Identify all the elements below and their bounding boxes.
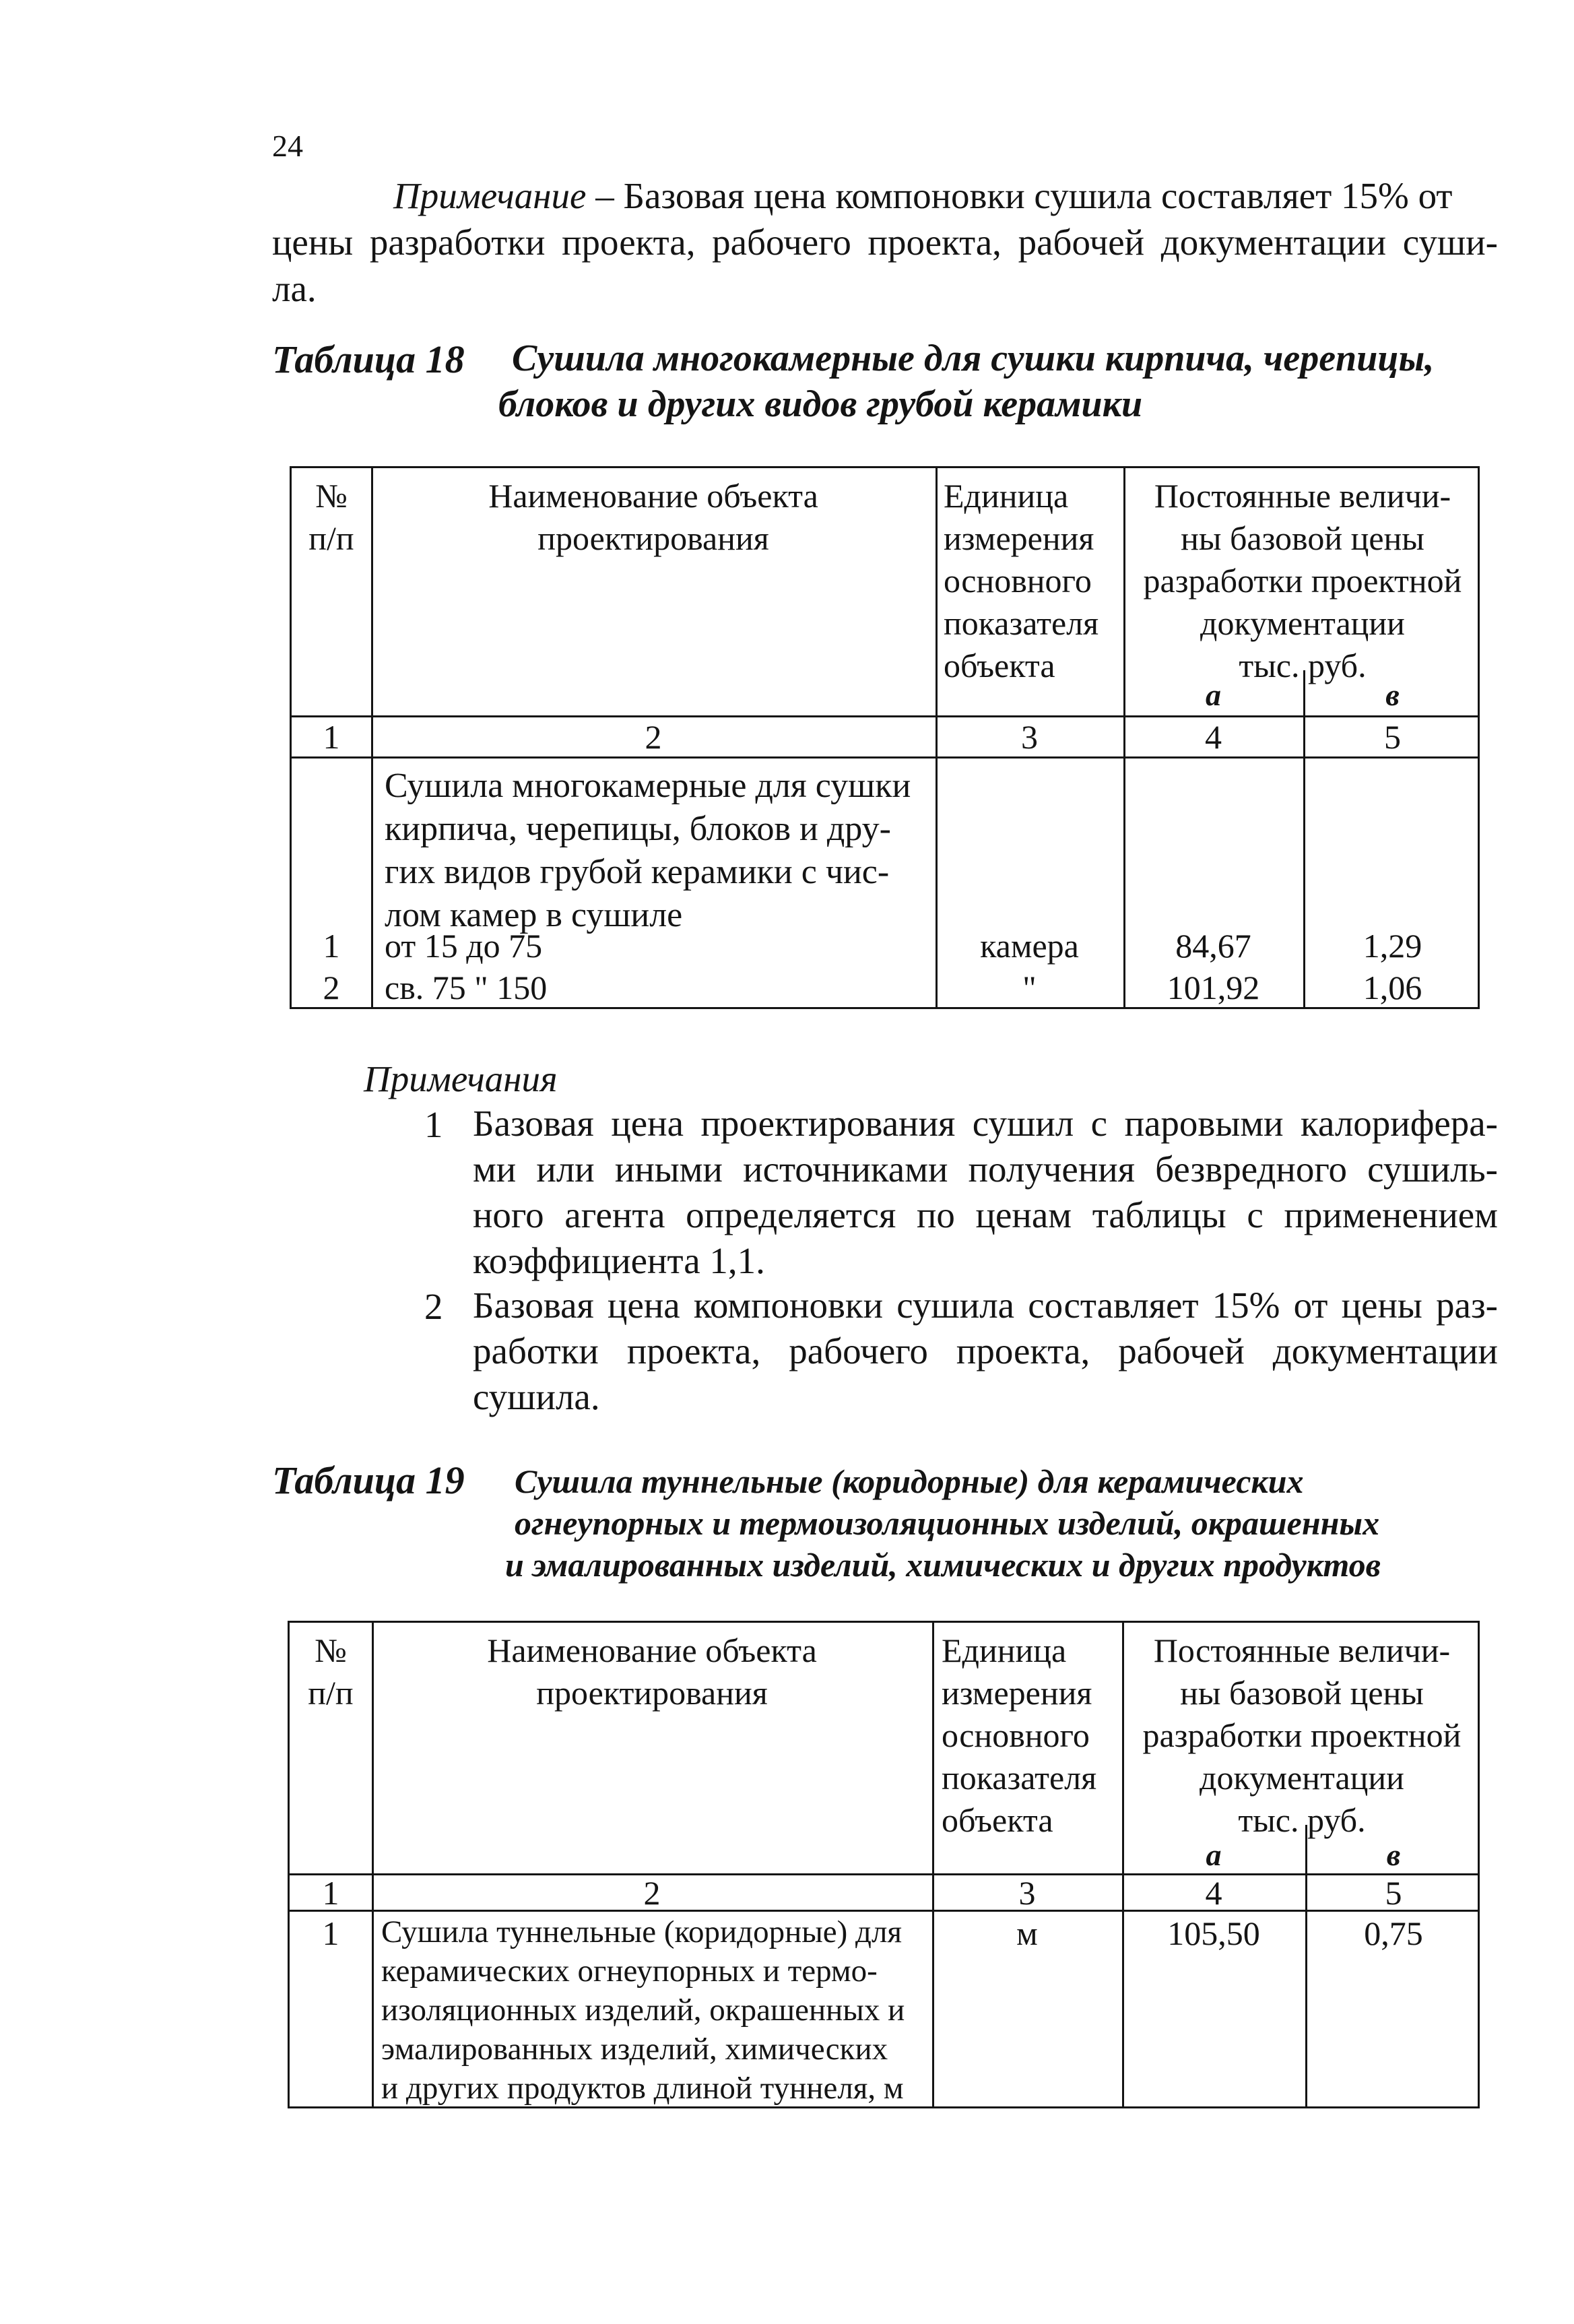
header-text: показателя bbox=[942, 1759, 1097, 1797]
table19-header-num bbox=[290, 1629, 372, 1714]
header-text: документации bbox=[1200, 604, 1405, 642]
top-note-line-1: – Базовая цена компоновки сушила составляет 15% от bbox=[586, 175, 1453, 216]
note-1-number: 1 bbox=[424, 1104, 443, 1145]
row-b: 1,29 bbox=[1363, 927, 1422, 965]
table18-title-line-2: блоков и других видов грубой керамики bbox=[498, 383, 1143, 425]
header-text: разработки проектной bbox=[1142, 1716, 1462, 1754]
row-b: 0,75 bbox=[1364, 1914, 1423, 1952]
top-note-line-2: цены разработки проекта, рабочего проекта, рабочей документации суши- bbox=[272, 222, 1498, 263]
top-note-label: Примечание bbox=[393, 175, 587, 216]
table18-header-name bbox=[371, 475, 936, 560]
header-text: Наименование объекта bbox=[487, 1632, 817, 1669]
header-text: № bbox=[315, 477, 348, 515]
note-1-text bbox=[473, 1101, 1498, 1284]
header-text: основного bbox=[944, 562, 1092, 600]
header-text: ны базовой цены bbox=[1180, 1674, 1424, 1712]
row-name-line: Сушила туннельные (коридорные) для bbox=[381, 1914, 903, 1949]
header-text: разработки проектной bbox=[1143, 562, 1462, 600]
header-text: тыс. руб. bbox=[1238, 1801, 1366, 1839]
table19-header-name bbox=[372, 1629, 932, 1714]
row-name-line: изоляционных изделий, окрашенных и bbox=[381, 1993, 905, 2028]
row-name-line: эмалированных изделий, химических bbox=[381, 2032, 888, 2067]
row-num: 1 bbox=[323, 927, 340, 965]
header-text: документации bbox=[1200, 1759, 1404, 1797]
row-b: 1,06 bbox=[1363, 969, 1422, 1006]
header-text: Единица bbox=[944, 477, 1069, 515]
table19-header-price bbox=[1122, 1629, 1482, 1842]
table19-sub-a: а bbox=[1206, 1838, 1222, 1872]
table19-colnum-1: 1 bbox=[322, 1874, 339, 1912]
note-line: ного агента определяется по ценам таблицы с применением bbox=[473, 1194, 1498, 1235]
header-text: проектирования bbox=[537, 519, 769, 557]
table19-colnum-4: 4 bbox=[1205, 1874, 1222, 1912]
header-text: объекта bbox=[944, 647, 1055, 684]
header-text: Единица bbox=[942, 1632, 1067, 1669]
table18-header-price bbox=[1123, 475, 1482, 687]
row-unit: " bbox=[1022, 969, 1037, 1006]
table19-header-unit bbox=[942, 1629, 1096, 1842]
table18-label: Таблица 18 bbox=[272, 337, 465, 381]
row-name: св. 75 " 150 bbox=[385, 969, 548, 1006]
table19-colnum-5: 5 bbox=[1385, 1874, 1402, 1912]
table18-colnum-4: 4 bbox=[1205, 718, 1222, 756]
group-line: Сушила многокамерные для сушки bbox=[385, 767, 911, 805]
table18-title-line-1: Сушила многокамерные для сушки кирпича, черепицы, bbox=[512, 337, 1435, 379]
table19 bbox=[288, 1621, 1480, 2108]
row-unit: м bbox=[1016, 1914, 1038, 1952]
note-line: коэффициента 1,1. bbox=[473, 1240, 765, 1281]
table18-colnum-1: 1 bbox=[323, 718, 340, 756]
header-text: Постоянные величи- bbox=[1154, 477, 1451, 515]
header-text: ны базовой цены bbox=[1181, 519, 1424, 557]
table18-colnum-2: 2 bbox=[645, 718, 662, 756]
header-text: Постоянные величи- bbox=[1153, 1632, 1451, 1669]
note-2-number: 2 bbox=[424, 1286, 443, 1327]
row-a: 105,50 bbox=[1167, 1914, 1260, 1952]
row-num: 1 bbox=[322, 1914, 339, 1952]
table19-title bbox=[505, 1460, 1381, 1586]
group-line: лом камер в сушиле bbox=[385, 896, 683, 934]
header-text: тыс. руб. bbox=[1239, 647, 1367, 684]
table18 bbox=[290, 466, 1480, 1009]
row-a: 101,92 bbox=[1167, 969, 1260, 1006]
table19-title-line-1: Сушила туннельные (коридорные) для керамических bbox=[515, 1462, 1304, 1500]
table18-colnum-5: 5 bbox=[1384, 718, 1401, 756]
table18-group-text bbox=[385, 765, 911, 937]
table18-header-unit bbox=[944, 475, 1098, 687]
row-num: 2 bbox=[323, 969, 340, 1006]
note-2-text bbox=[473, 1283, 1498, 1420]
table18-colnum-3: 3 bbox=[1021, 718, 1038, 756]
header-text: Наименование объекта bbox=[488, 477, 818, 515]
table19-colnum-2: 2 bbox=[643, 1874, 661, 1912]
group-line: гих видов грубой керамики с чис- bbox=[385, 853, 890, 891]
row-name-line: керамических огнеупорных и термо- bbox=[381, 1954, 878, 1989]
table18-title bbox=[498, 335, 1435, 427]
header-text: измерения bbox=[942, 1674, 1092, 1712]
table19-sub-b: в bbox=[1386, 1838, 1401, 1872]
header-text: № bbox=[315, 1632, 347, 1669]
page-number: 24 bbox=[272, 129, 303, 163]
table18-sub-a: а bbox=[1206, 678, 1221, 712]
header-text: основного bbox=[942, 1716, 1090, 1754]
header-text: показателя bbox=[944, 604, 1099, 642]
notes-heading: Примечания bbox=[364, 1058, 558, 1099]
note-line: сушила. bbox=[473, 1376, 600, 1417]
top-note bbox=[272, 172, 1498, 312]
row-name-line: и других продуктов длиной туннеля, м bbox=[381, 2071, 904, 2106]
header-text: п/п bbox=[308, 1674, 354, 1712]
row-name: от 15 до 75 bbox=[385, 927, 543, 965]
note-line: Базовая цена компоновки сушила составляет 15% от цены раз- bbox=[473, 1285, 1498, 1326]
table19-title-line-2: огнеупорных и термоизоляционных изделий, окрашенных bbox=[515, 1504, 1380, 1542]
header-text: измерения bbox=[944, 519, 1094, 557]
table19-colnum-3: 3 bbox=[1018, 1874, 1036, 1912]
note-line: ми или иными источниками получения безвредного сушиль- bbox=[473, 1149, 1498, 1190]
header-text: проектирования bbox=[536, 1674, 768, 1712]
group-line: кирпича, черепицы, блоков и дру- bbox=[385, 810, 891, 848]
table19-label: Таблица 19 bbox=[272, 1458, 465, 1502]
row-unit: камера bbox=[980, 927, 1079, 965]
row-a: 84,67 bbox=[1175, 927, 1251, 965]
table18-header-num bbox=[292, 475, 371, 560]
note-line: Базовая цена проектирования сушил с паровыми калорифера- bbox=[473, 1103, 1498, 1144]
note-line: работки проекта, рабочего проекта, рабочей документации bbox=[473, 1330, 1498, 1371]
header-text: п/п bbox=[308, 519, 354, 557]
table19-title-line-3: и эмалированных изделий, химических и других продуктов bbox=[505, 1546, 1381, 1584]
row-name bbox=[381, 1912, 905, 2108]
header-text: объекта bbox=[942, 1801, 1053, 1839]
table18-sub-b: в bbox=[1385, 678, 1400, 712]
top-note-line-3: ла. bbox=[272, 268, 317, 309]
